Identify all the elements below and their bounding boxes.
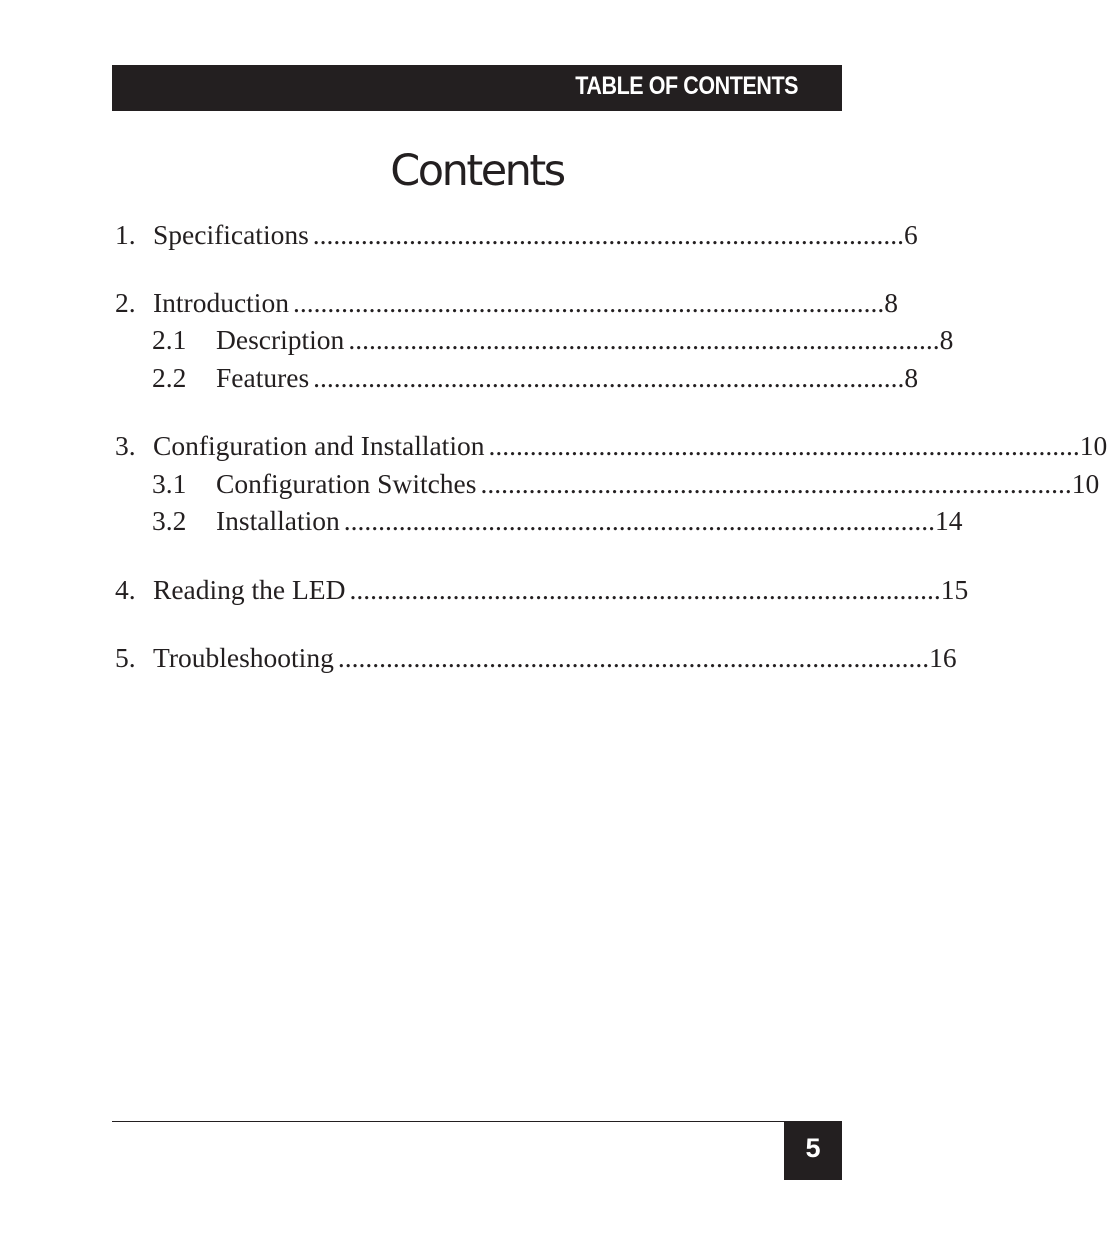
footer-rule [112, 1121, 784, 1122]
toc-entry-number: 4. [115, 574, 136, 605]
toc-entry-label: Description [216, 324, 345, 355]
page-number: 5 [805, 1133, 821, 1163]
toc-entry-reading-the-led[interactable] [115, 574, 969, 610]
toc-dot-leader: ...................................................................................... [312, 219, 905, 250]
toc-dot-leader: ...................................................................................... [343, 505, 935, 536]
section-title: TABLE OF CONTENTS [575, 72, 798, 100]
toc-dot-leader: ...................................................................................... [313, 362, 905, 393]
toc-entry-page: 8 [904, 362, 919, 393]
toc-entry-label: Installation [216, 505, 340, 536]
toc-entry-introduction[interactable] [115, 287, 898, 323]
toc-entry-label: Configuration Switches [216, 468, 477, 499]
toc-entry-page: 16 [929, 642, 957, 673]
toc-entry-label: Troubleshooting [153, 642, 334, 673]
toc-entry-page: 10 [1079, 430, 1107, 461]
toc-entry-number: 2. [115, 287, 136, 318]
toc-entry-page: 8 [939, 324, 954, 355]
toc-entry-label: Specifications [153, 219, 309, 250]
toc-entry-page: 15 [940, 574, 969, 605]
toc-entry-label: Reading the LED [153, 574, 346, 605]
toc-entry-page: 14 [934, 505, 963, 536]
toc-entry-configuration-switches[interactable] [152, 468, 1100, 504]
section-header-bar [112, 65, 842, 111]
toc-entry-number: 1. [115, 219, 136, 250]
toc-entry-number: 5. [115, 642, 136, 673]
page-number-box [784, 1121, 842, 1180]
toc-dot-leader: ...................................................................................... [480, 468, 1072, 499]
toc-entry-specifications[interactable] [115, 219, 918, 255]
toc-entry-page: 6 [904, 219, 918, 250]
toc-entry-page: 8 [884, 287, 898, 318]
toc-dot-leader: ...................................................................................... [349, 574, 941, 605]
toc-entry-description[interactable] [152, 324, 954, 360]
toc-entry-label: Features [216, 362, 310, 393]
toc-entry-number: 2.2 [152, 362, 187, 393]
toc-dot-leader: ...................................................................................... [292, 287, 885, 318]
toc-entry-number: 3.1 [152, 468, 187, 499]
toc-dot-leader: ...................................................................................... [348, 324, 940, 355]
toc-entry-features[interactable] [152, 362, 919, 398]
toc-entry-label: Configuration and Installation [153, 430, 485, 461]
toc-entry-configuration-and-installation[interactable] [115, 430, 1107, 466]
toc-entry-number: 3. [115, 430, 136, 461]
toc-entry-number: 3.2 [152, 505, 187, 536]
toc-entry-number: 2.1 [152, 324, 187, 355]
toc-entry-troubleshooting[interactable] [115, 642, 957, 678]
toc-dot-leader: ...................................................................................... [488, 430, 1080, 461]
page-title: Contents [390, 146, 564, 196]
toc-entry-installation[interactable] [152, 505, 963, 541]
toc-entry-page: 10 [1071, 468, 1100, 499]
toc-dot-leader: ...................................................................................... [337, 642, 930, 673]
toc-entry-label: Introduction [153, 287, 289, 318]
